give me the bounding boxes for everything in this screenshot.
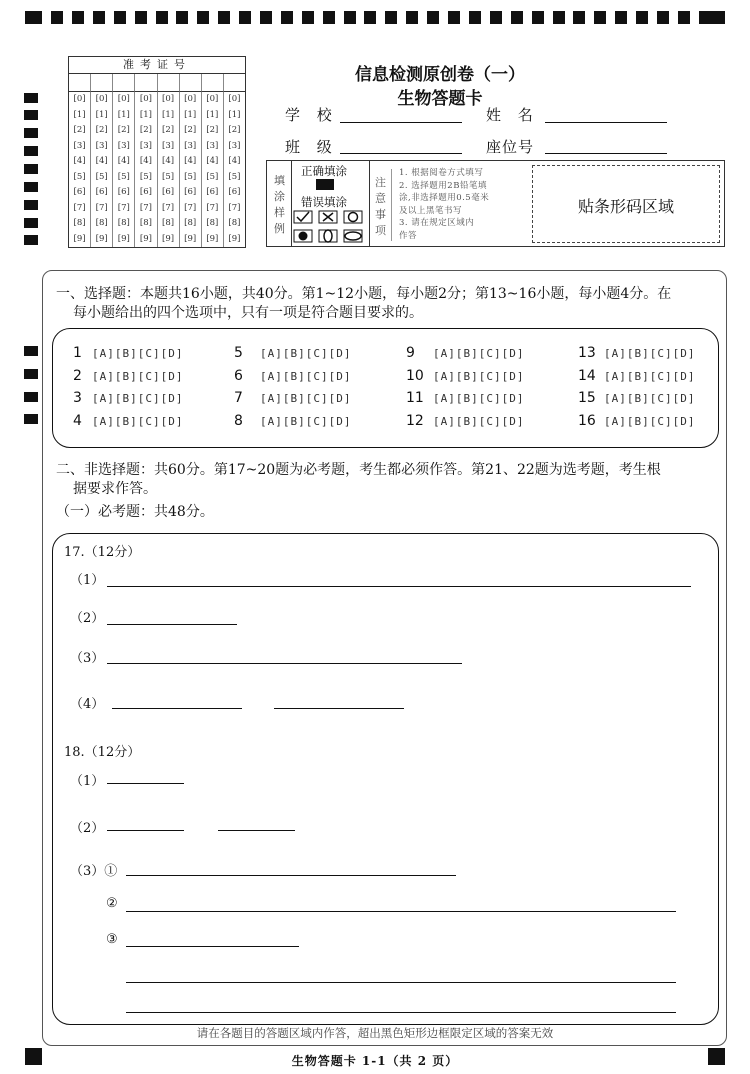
- admission-bubble[interactable]: [8]: [158, 216, 180, 232]
- admission-bubble[interactable]: [6]: [228, 187, 241, 197]
- timing-mark: [615, 11, 627, 24]
- mc-question-number: 7: [234, 390, 243, 406]
- timing-mark: [218, 11, 230, 24]
- admission-bubble[interactable]: [9]: [202, 232, 224, 248]
- answer-card-title: 生物答题卡: [397, 89, 483, 109]
- admission-bubble[interactable]: [8]: [202, 216, 224, 232]
- admission-bubble[interactable]: [1]: [69, 108, 91, 124]
- admission-bubble[interactable]: [1]: [91, 108, 113, 124]
- timing-mark: [553, 11, 565, 24]
- timing-mark: [24, 369, 38, 379]
- mc-question-number: 3: [73, 390, 82, 406]
- timing-mark: [24, 146, 38, 156]
- timing-mark: [636, 11, 648, 24]
- admission-bubble[interactable]: [5]: [91, 170, 113, 186]
- timing-mark: [24, 218, 38, 228]
- admission-bubble[interactable]: [0]: [180, 92, 202, 108]
- timing-mark: [24, 200, 38, 210]
- admission-bubble[interactable]: [5]: [202, 170, 224, 186]
- admission-bubble[interactable]: [3]: [69, 139, 91, 155]
- timing-mark: [281, 11, 293, 24]
- mc-question-number: 1: [73, 345, 82, 361]
- admission-bubble[interactable]: [1]: [113, 108, 135, 124]
- admission-bubble[interactable]: [1]: [180, 108, 202, 124]
- admission-bubble[interactable]: [5]: [135, 170, 157, 186]
- timing-mark: [72, 11, 84, 24]
- admission-bubble[interactable]: [9]: [180, 232, 202, 248]
- admission-bubble[interactable]: [9]: [135, 232, 157, 248]
- required-section-label: （一）必考题：共48分。: [56, 504, 214, 520]
- admission-digit-box[interactable]: [91, 74, 113, 92]
- admission-bubble[interactable]: [7]: [113, 201, 135, 217]
- admission-bubble[interactable]: [3]: [158, 139, 180, 155]
- timing-mark: [469, 11, 481, 24]
- admission-bubble[interactable]: [3]: [135, 139, 157, 155]
- admission-digit-box[interactable]: [202, 74, 224, 92]
- class-field[interactable]: [340, 153, 462, 154]
- admission-bubble[interactable]: [6]: [180, 185, 202, 201]
- timing-mark: [24, 182, 38, 192]
- admission-bubble[interactable]: [5]: [228, 171, 241, 182]
- mc-option-bubbles[interactable]: [A][B][C][D]: [433, 370, 525, 383]
- admission-bubble[interactable]: [3]: [180, 139, 202, 155]
- admission-bubble[interactable]: [0]: [135, 92, 157, 108]
- q18-sub2-answer-line-a[interactable]: [107, 830, 184, 831]
- admission-digit-box[interactable]: [69, 74, 91, 92]
- admission-digit-box[interactable]: [113, 74, 135, 92]
- timing-mark: [364, 11, 376, 24]
- admission-bubble[interactable]: [4]: [228, 156, 241, 166]
- q17-sub4-answer-line-b[interactable]: [274, 708, 404, 709]
- mc-question-number: 11: [406, 390, 424, 406]
- admission-title: 准考证号: [69, 57, 245, 74]
- admission-bubble[interactable]: [2]: [91, 123, 113, 139]
- admission-bubble[interactable]: [2]: [180, 123, 202, 139]
- timing-mark: [24, 93, 38, 103]
- timing-mark: [260, 11, 272, 24]
- barcode-label: 贴条形码区域: [577, 197, 674, 216]
- school-label: 学 校: [285, 106, 338, 124]
- timing-mark: [93, 11, 105, 24]
- timing-mark: [51, 11, 63, 24]
- q17-sub3-answer-line[interactable]: [107, 663, 462, 664]
- admission-digit-box[interactable]: [224, 74, 245, 92]
- admission-bubble[interactable]: [3]: [91, 139, 113, 155]
- admission-bubble[interactable]: [2]: [202, 123, 224, 139]
- mc-question-number: 10: [406, 368, 424, 384]
- timing-mark: [24, 110, 38, 120]
- timing-mark: [239, 11, 251, 24]
- q18-sub1-answer-line[interactable]: [107, 783, 184, 784]
- timing-mark: [594, 11, 606, 24]
- admission-bubble[interactable]: [2]: [228, 125, 241, 135]
- corner-mark-bottom-left: [25, 1048, 42, 1065]
- section2-instructions-line1: 二、非选择题：共60分。第17~20题为必考题，考生都必须作答。第21、22题为选考题，考生根: [56, 462, 661, 478]
- admission-bubble[interactable]: [7]: [202, 201, 224, 217]
- timing-mark: [511, 11, 523, 24]
- admission-bubble[interactable]: [6]: [91, 185, 113, 201]
- mc-question-number: 8: [234, 413, 243, 429]
- corner-mark-bottom-right: [708, 1048, 725, 1065]
- admission-bubble[interactable]: [4]: [135, 154, 157, 170]
- admission-bubble[interactable]: [4]: [158, 154, 180, 170]
- admission-bubble[interactable]: [4]: [113, 154, 135, 170]
- admission-bubble[interactable]: [4]: [202, 154, 224, 170]
- timing-mark: [678, 11, 690, 24]
- admission-bubble[interactable]: [1]: [202, 108, 224, 124]
- timing-mark: [532, 11, 544, 24]
- q18-sub1-label: （1）: [70, 774, 105, 789]
- mc-option-bubbles[interactable]: [A][B][C][D]: [604, 392, 696, 405]
- mc-option-bubbles[interactable]: [A][B][C][D]: [433, 392, 525, 405]
- timing-mark: [24, 414, 38, 424]
- timing-mark: [323, 11, 335, 24]
- admission-bubble[interactable]: [7]: [69, 201, 91, 217]
- q18-sub3-2-answer-line[interactable]: [126, 911, 676, 912]
- admission-bubble[interactable]: [2]: [135, 123, 157, 139]
- q17-sub4-answer-line-a[interactable]: [112, 708, 242, 709]
- admission-bubble[interactable]: [0]: [69, 92, 91, 108]
- mc-option-bubbles[interactable]: [A][B][C][D]: [260, 347, 352, 360]
- admission-bubble[interactable]: [8]: [180, 216, 202, 232]
- admission-bubble[interactable]: [8]: [135, 216, 157, 232]
- admission-bubble[interactable]: [7]: [158, 201, 180, 217]
- mc-question-number: 13: [578, 345, 596, 361]
- admission-bubble[interactable]: [5]: [158, 170, 180, 186]
- timing-mark: [24, 235, 38, 245]
- timing-mark: [448, 11, 460, 24]
- admission-bubble[interactable]: [6]: [135, 185, 157, 201]
- q18-sub3-3-label: ③: [106, 932, 118, 947]
- admission-bubble[interactable]: [7]: [228, 202, 241, 213]
- mc-option-bubbles[interactable]: [A][B][C][D]: [260, 392, 352, 405]
- mc-option-bubbles[interactable]: [A][B][C][D]: [92, 370, 184, 383]
- mc-option-bubbles[interactable]: [A][B][C][D]: [92, 392, 184, 405]
- admission-bubble[interactable]: [4]: [180, 154, 202, 170]
- admission-bubble[interactable]: [4]: [69, 154, 91, 170]
- q17-sub1-answer-line[interactable]: [107, 586, 691, 587]
- admission-bubble[interactable]: [4]: [91, 154, 113, 170]
- mc-option-bubbles[interactable]: [A][B][C][D]: [604, 370, 696, 383]
- name-label: 姓 名: [486, 106, 539, 124]
- admission-bubble[interactable]: [9]: [91, 232, 113, 248]
- q18-sub3-3-answer-line-3[interactable]: [126, 1012, 676, 1013]
- free-response-box: [52, 533, 719, 1025]
- mc-question-number: 14: [578, 368, 596, 384]
- admission-bubble[interactable]: [2]: [158, 123, 180, 139]
- q18-sub3-1-answer-line[interactable]: [126, 875, 456, 876]
- admission-bubble[interactable]: [7]: [135, 201, 157, 217]
- class-label: 班 级: [285, 138, 338, 156]
- q18-sub3-2-label: ②: [106, 896, 118, 911]
- q17-sub3-label: （3）: [70, 651, 105, 666]
- admission-bubble[interactable]: [8]: [69, 216, 91, 232]
- admission-bubble[interactable]: [0]: [228, 94, 241, 104]
- timing-mark: [427, 11, 439, 24]
- timing-mark: [197, 11, 209, 24]
- mc-option-bubbles[interactable]: [A][B][C][D]: [260, 370, 352, 383]
- section2-instructions-line2: 据要求作答。: [73, 481, 157, 497]
- admission-bubble[interactable]: [6]: [113, 185, 135, 201]
- correct-fill-mark: [316, 179, 334, 190]
- admission-digit-box[interactable]: [158, 74, 180, 92]
- section1-instructions-line2: 每小题给出的四个选项中，只有一项是符合题目要求的。: [73, 305, 423, 321]
- sample-label: 填涂样例: [274, 174, 285, 235]
- wrong-fill-examples: [291, 209, 369, 245]
- mc-option-bubbles[interactable]: [A][B][C][D]: [433, 415, 525, 428]
- mc-question-number: 2: [73, 368, 82, 384]
- mc-option-bubbles[interactable]: [A][B][C][D]: [604, 347, 696, 360]
- admission-bubble[interactable]: [0]: [202, 92, 224, 108]
- correct-fill-label: 正确填涂: [301, 164, 347, 178]
- mc-question-number: 9: [406, 345, 415, 361]
- admission-bubble[interactable]: [1]: [135, 108, 157, 124]
- admission-digit-box[interactable]: [135, 74, 157, 92]
- admission-bubble[interactable]: [0]: [113, 92, 135, 108]
- timing-mark: [385, 11, 397, 24]
- seat-label: 座位号: [486, 138, 535, 156]
- admission-bubble[interactable]: [1]: [158, 108, 180, 124]
- timing-mark: [135, 11, 147, 24]
- out-of-bounds-warning: 请在各题目的答题区域内作答，超出黑色矩形边框限定区域的答案无效: [196, 1026, 554, 1040]
- timing-mark: [24, 346, 38, 356]
- admission-bubble[interactable]: [2]: [113, 123, 135, 139]
- admission-bubble[interactable]: [9]: [158, 232, 180, 248]
- mc-option-bubbles[interactable]: [A][B][C][D]: [260, 415, 352, 428]
- timing-mark: [657, 11, 669, 24]
- admission-bubble[interactable]: [8]: [113, 216, 135, 232]
- mc-question-number: 12: [406, 413, 424, 429]
- admission-bubble[interactable]: [0]: [158, 92, 180, 108]
- admission-bubble[interactable]: [9]: [113, 232, 135, 248]
- admission-bubble[interactable]: [8]: [91, 216, 113, 232]
- admission-bubble[interactable]: [3]: [113, 139, 135, 155]
- exam-title: 信息检测原创卷（一）: [355, 65, 525, 85]
- timing-mark: [406, 11, 418, 24]
- timing-mark: [24, 164, 38, 174]
- q18-sub3-label: （3）①: [70, 864, 118, 879]
- admission-bubble[interactable]: [3]: [228, 140, 241, 151]
- admission-bubble[interactable]: [5]: [180, 170, 202, 186]
- q18-sub2-label: （2）: [70, 821, 105, 836]
- q17-sub1-label: （1）: [70, 573, 105, 588]
- mc-question-number: 6: [234, 368, 243, 384]
- q18-sub3-3-answer-line[interactable]: [126, 946, 299, 947]
- page-footer: 生物答题卡 1-1（共 2 页）: [291, 1054, 459, 1068]
- notice-text: 1. 根据阅卷方式填写 2. 选择题用2B铅笔填 涂,非选择题用0.5毫米 及以上黑笔书写 3. 请在规定区域内 作答: [399, 168, 490, 241]
- admission-number-grid: [68, 56, 246, 248]
- mc-option-bubbles[interactable]: [A][B][C][D]: [604, 415, 696, 428]
- name-field[interactable]: [545, 122, 667, 123]
- seat-field[interactable]: [545, 153, 667, 154]
- admission-bubble[interactable]: [0]: [91, 92, 113, 108]
- mc-question-number: 5: [234, 345, 243, 361]
- admission-bubble[interactable]: [8]: [228, 218, 241, 228]
- admission-bubble[interactable]: [9]: [69, 232, 91, 248]
- fill-instructions-box: [266, 160, 725, 247]
- admission-bubble[interactable]: [7]: [91, 201, 113, 217]
- timing-mark: [490, 11, 502, 24]
- admission-bubble[interactable]: [3]: [202, 139, 224, 155]
- admission-bubble[interactable]: [6]: [69, 185, 91, 201]
- timing-mark: [156, 11, 168, 24]
- multiple-choice-box: [52, 328, 719, 448]
- mc-option-bubbles[interactable]: [A][B][C][D]: [92, 347, 184, 360]
- admission-bubble[interactable]: [7]: [180, 201, 202, 217]
- timing-mark: [114, 11, 126, 24]
- admission-bubble[interactable]: [5]: [113, 170, 135, 186]
- mc-question-number: 15: [578, 390, 596, 406]
- timing-mark: [302, 11, 314, 24]
- admission-bubble[interactable]: [9]: [228, 233, 241, 244]
- timing-mark: [344, 11, 356, 24]
- barcode-area[interactable]: [532, 165, 720, 243]
- timing-mark: [24, 128, 38, 138]
- q17-heading: 17.（12分）: [64, 545, 141, 560]
- corner-mark-top-left: [25, 11, 42, 24]
- mc-option-bubbles[interactable]: [A][B][C][D]: [92, 415, 184, 428]
- admission-bubble[interactable]: [5]: [69, 170, 91, 186]
- q18-sub2-answer-line-b[interactable]: [218, 830, 295, 831]
- timing-mark: [176, 11, 188, 24]
- q17-sub4-label: （4）: [70, 697, 105, 712]
- notice-label: 注意事项: [375, 176, 386, 237]
- q17-sub2-label: （2）: [70, 611, 105, 626]
- q18-heading: 18.（12分）: [64, 745, 141, 760]
- timing-mark: [573, 11, 585, 24]
- q17-sub2-answer-line[interactable]: [107, 624, 237, 625]
- mc-question-number: 4: [73, 413, 82, 429]
- timing-mark: [24, 392, 38, 402]
- wrong-fill-label: 错误填涂: [301, 195, 347, 209]
- mc-question-number: 16: [578, 413, 596, 429]
- section1-instructions-line1: 一、选择题：本题共16小题，共40分。第1~12小题，每小题2分；第13~16小题，每小题4分。在: [56, 286, 672, 302]
- admission-bubble[interactable]: [6]: [158, 185, 180, 201]
- q18-sub3-3-answer-line-2[interactable]: [126, 982, 676, 983]
- admission-digit-box[interactable]: [180, 74, 202, 92]
- mc-option-bubbles[interactable]: [A][B][C][D]: [433, 347, 525, 360]
- timing-mark: [699, 11, 711, 24]
- admission-bubble[interactable]: [1]: [228, 109, 241, 120]
- admission-bubble[interactable]: [2]: [69, 123, 91, 139]
- admission-bubble[interactable]: [6]: [202, 185, 224, 201]
- school-field[interactable]: [340, 122, 462, 123]
